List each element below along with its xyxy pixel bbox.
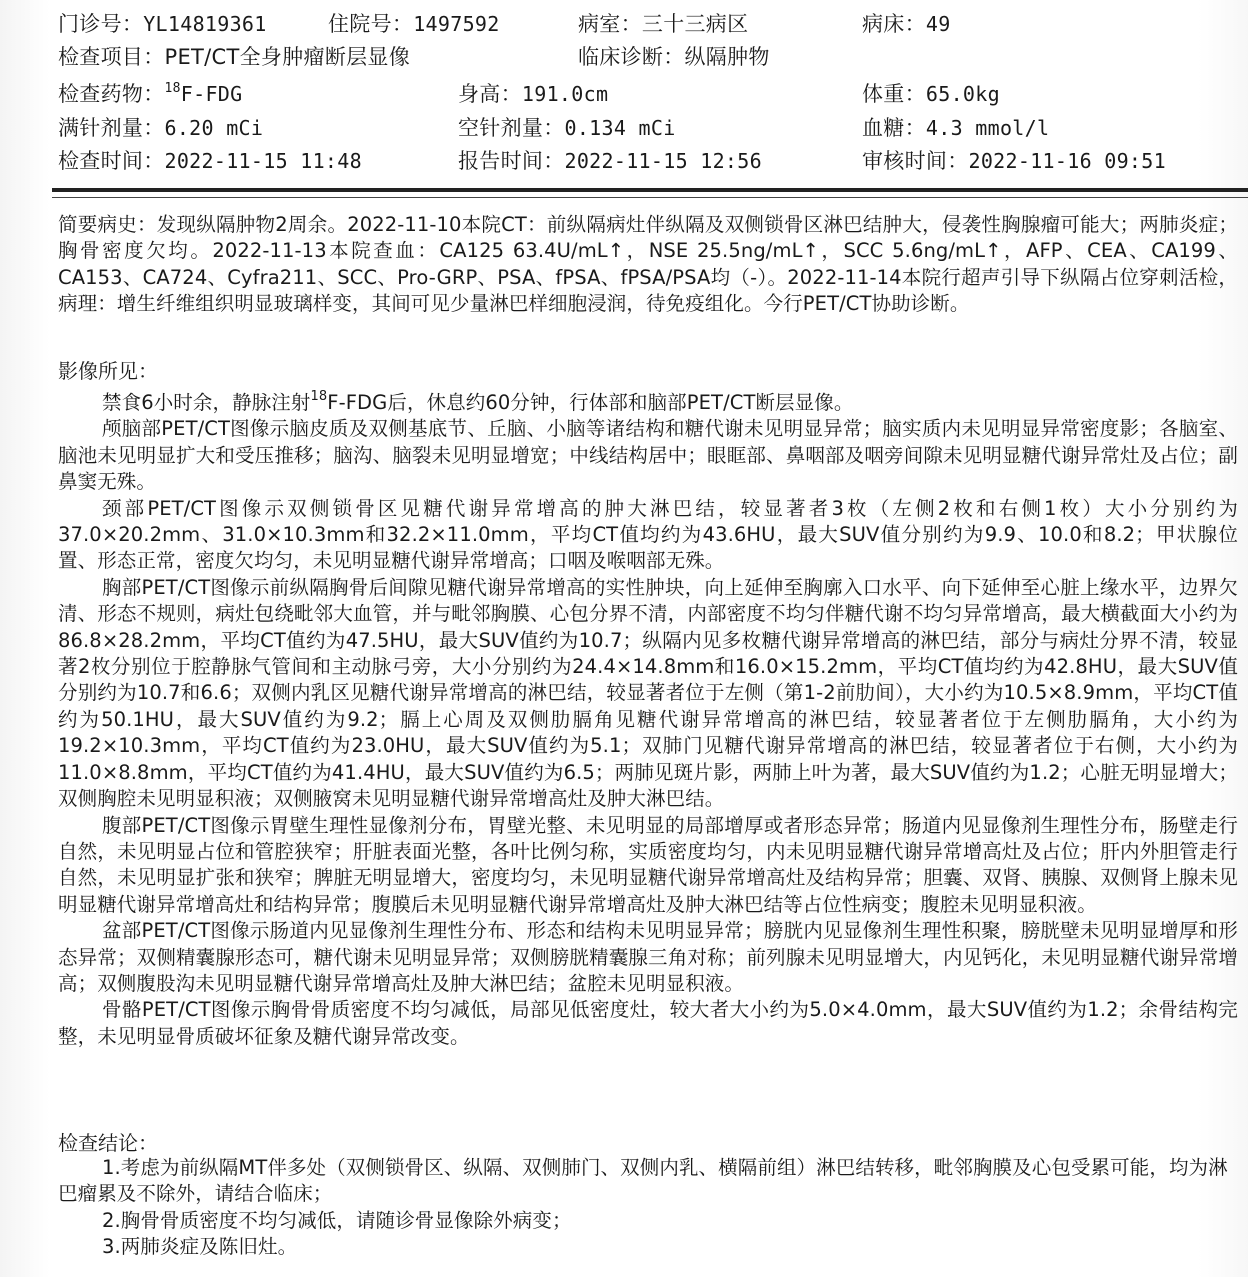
conclusion-heading: 检查结论：: [58, 1131, 158, 1155]
protocol-text-b: F-FDG后，休息约60分钟，行体部和脑部PET/CT断层显像。: [327, 391, 854, 414]
ward-label: 病室：: [578, 12, 642, 36]
bed-value: 49: [925, 12, 951, 36]
weight: [862, 78, 1000, 108]
ward-value: 三十三病区: [641, 12, 749, 36]
protocol-isotope-superscript: 18: [310, 389, 328, 404]
findings-paragraph-protocol: [58, 384, 1238, 416]
inpatient-label: 住院号：: [328, 12, 414, 36]
exam-time: [58, 145, 362, 175]
blood-glucose: [862, 112, 1049, 142]
conclusion-item-3: 3.两肺炎症及陈旧灶。: [102, 1235, 298, 1259]
clinical-dx-value: 纵隔肿物: [684, 45, 770, 69]
outpatient-value: YL14819361: [143, 12, 267, 36]
weight-label: 体重：: [862, 82, 926, 106]
brief-history-text: 简要病史：发现纵隔肿物2周余。2022-11-10本院CT：前纵隔病灶伴纵隔及双侧锁骨区淋巴结肿大，侵袭性胸腺瘤可能大；两肺炎症；胸骨密度欠均。2022-11-13本院查血：CA125 63.4U/mL↑，NSE 25.5ng/mL↑，SCC 5.6ng/mL↑，AFP、CEA、CA199、CA153、CA724、Cyfra211、SCC、Pro-GRP、PSA、fPSA、fPSA/PSA均（-）。2022-11-14本院行超声引导下纵隔占位穿刺活检，病理：增生纤维组织明显玻璃样变，其间可见少量淋巴样细胞浸润，待免疫组化。今行PET/CT协助诊断。: [58, 213, 1238, 316]
full-dose-label: 满针剂量：: [58, 116, 165, 140]
clinical-diagnosis: [578, 41, 770, 71]
findings-heading: 影像所见：: [58, 359, 158, 383]
report-time-value: 2022-11-15 12:56: [564, 149, 762, 173]
conclusion-item-1: 1.考虑为前纵隔MT伴多处（双侧锁骨区、纵隔、双侧肺门、双侧内乳、横隔前组）淋巴结转移，毗邻胸膜及心包受累可能，均为淋巴瘤累及不除外，请结合临床；: [58, 1156, 1228, 1206]
exam-drug: [58, 78, 242, 108]
exam-item-value: PET/CT全身肿瘤断层显像: [164, 45, 411, 69]
weight-value: 65.0kg: [925, 82, 1000, 106]
full-dose-value: 6.20 mCi: [164, 116, 264, 140]
empty-dose: [458, 112, 676, 142]
brief-history: [58, 212, 1238, 318]
findings-body: [58, 384, 1238, 1050]
findings-paragraph-abdomen: 腹部PET/CT图像示胃壁生理性显像剂分布，胃壁光整、未见明显的局部增厚或者形态异常；肠道内见显像剂生理性分布，肠壁走行自然，未见明显占位和管腔狭窄；肝脏表面光整，各叶比例匀称，实质密度均匀，内未见明显糖代谢异常增高灶及占位；肝内外胆管走行自然，未见明显扩张和狭窄；脾脏无明显增大，密度均匀，未见明显糖代谢异常增高灶及结构异常；胆囊、双肾、胰腺、双侧肾上腺未见明显糖代谢异常增高灶和结构异常；腹膜后未见明显糖代谢异常增高灶及肿大淋巴结等占位性病变；腹腔未见明显积液。: [58, 813, 1238, 916]
exam-item-label: 检查项目：: [58, 45, 165, 69]
findings-paragraph-bone: 骨骼PET/CT图像示胸骨骨质密度不均匀减低，局部见低密度灶，较大者大小约为5.0×4.0mm，最大SUV值约为1.2；余骨结构完整，未见明显骨质破坏征象及糖代谢异常改变。: [58, 998, 1238, 1048]
outpatient-number: [58, 8, 267, 38]
drug-value: F-FDG: [180, 82, 243, 106]
height-value: 191.0cm: [521, 82, 609, 106]
empty-dose-label: 空针剂量：: [458, 116, 565, 140]
height: [458, 78, 608, 108]
exam-time-label: 检查时间：: [58, 149, 165, 173]
exam-item: [58, 41, 410, 71]
protocol-text-a: 禁食6小时余，静脉注射: [102, 391, 311, 414]
inpatient-value: 1497592: [413, 12, 500, 36]
outpatient-label: 门诊号：: [58, 12, 144, 36]
glucose-label: 血糖：: [862, 116, 926, 140]
empty-dose-value: 0.134 mCi: [564, 116, 676, 140]
findings-paragraph-pelvis: 盆部PET/CT图像示肠道内见显像剂生理性分布、形态和结构未见明显异常；膀胱内见显像剂生理性积聚，膀胱壁未见明显增厚和形态异常；双侧精囊腺形态可，糖代谢未见明显异常；双侧膀胱精囊腺三角对称；前列腺未见明显增大，内见钙化，未见明显糖代谢异常增高；双侧腹股沟未见明显糖代谢异常增高灶及肿大淋巴结；盆腔未见明显积液。: [58, 919, 1238, 995]
report-time-label: 报告时间：: [458, 149, 565, 173]
findings-paragraph-neck: 颈部PET/CT图像示双侧锁骨区见糖代谢异常增高的肿大淋巴结，较显著者3枚（左侧2枚和右侧1枚）大小分别约为37.0×20.2mm、31.0×10.3mm和32.2×11.0mm，平均CT值均约为43.6HU，最大SUV值分别约为9.9、10.0和8.2；甲状腺位置、形态正常，密度欠均匀，未见明显糖代谢异常增高；口咽及喉咽部无殊。: [58, 496, 1238, 573]
header-divider-thick: [52, 188, 1248, 192]
drug-isotope-superscript: 18: [164, 81, 181, 96]
conclusion-body: [58, 1155, 1238, 1261]
height-label: 身高：: [458, 82, 522, 106]
exam-time-value: 2022-11-15 11:48: [164, 149, 362, 173]
review-time-label: 审核时间：: [862, 149, 969, 173]
findings-paragraph-chest: 胸部PET/CT图像示前纵隔胸骨后间隙见糖代谢异常增高的实性肿块，向上延伸至胸廓入口水平、向下延伸至心脏上缘水平，边界欠清、形态不规则，病灶包绕毗邻大血管，并与毗邻胸膜、心包分界不清，内部密度不均匀伴糖代谢不均匀异常增高，最大横截面大小约为86.8×28.2mm，平均CT值约为47.5HU，最大SUV值约为10.7；纵隔内见多枚糖代谢异常增高的淋巴结，部分与病灶分界不清，较显著2枚分别位于腔静脉气管间和主动脉弓旁，大小分别约为24.4×14.8mm和16.0×15.2mm，平均CT值均约为42.8HU，最大SUV值分别约为10.7和6.6；双侧内乳区见糖代谢异常增高的淋巴结，较显著者位于左侧（第1-2前肋间），大小约为10.5×8.9mm，平均CT值约为50.1HU，最大SUV值约为9.2；膈上心周及双侧肋膈角见糖代谢异常增高的淋巴结，较显著者位于左侧肋膈角，大小约为19.2×10.3mm，平均CT值约为23.0HU，最大SUV值约为5.1；双肺门见糖代谢异常增高的淋巴结，较显著者位于右侧，大小约为11.0×8.8mm，平均CT值约为41.4HU，最大SUV值约为6.5；两肺见斑片影，两肺上叶为著，最大SUV值约为1.2；心脏无明显增大；双侧胸腔未见明显积液；双侧腋窝未见明显糖代谢异常增高灶及肿大淋巴结。: [58, 575, 1238, 811]
report-time: [458, 145, 762, 175]
inpatient-number: [328, 8, 500, 38]
glucose-value: 4.3 mmol/l: [925, 116, 1050, 140]
full-dose: [58, 112, 263, 142]
findings-paragraph-brain: 颅脑部PET/CT图像示脑皮质及双侧基底节、丘脑、小脑等诸结构和糖代谢未见明显异常；脑实质内未见明显异常密度影；各脑室、脑池未见明显扩大和受压推移；脑沟、脑裂未见明显增宽；中线结构居中；眼眶部、鼻咽部及咽旁间隙未见明显糖代谢异常灶及占位；副鼻窦无殊。: [58, 417, 1238, 494]
drug-label: 检查药物：: [58, 82, 165, 106]
conclusion-item-2: 2.胸骨骨质密度不均匀减低，请随诊骨显像除外病变；: [102, 1208, 572, 1232]
review-time: [862, 145, 1166, 175]
header-divider-thin: [52, 197, 1248, 198]
bed: [862, 8, 951, 38]
bed-label: 病床：: [862, 12, 926, 36]
review-time-value: 2022-11-16 09:51: [968, 149, 1166, 173]
ward: [578, 8, 748, 38]
clinical-dx-label: 临床诊断：: [578, 45, 685, 69]
